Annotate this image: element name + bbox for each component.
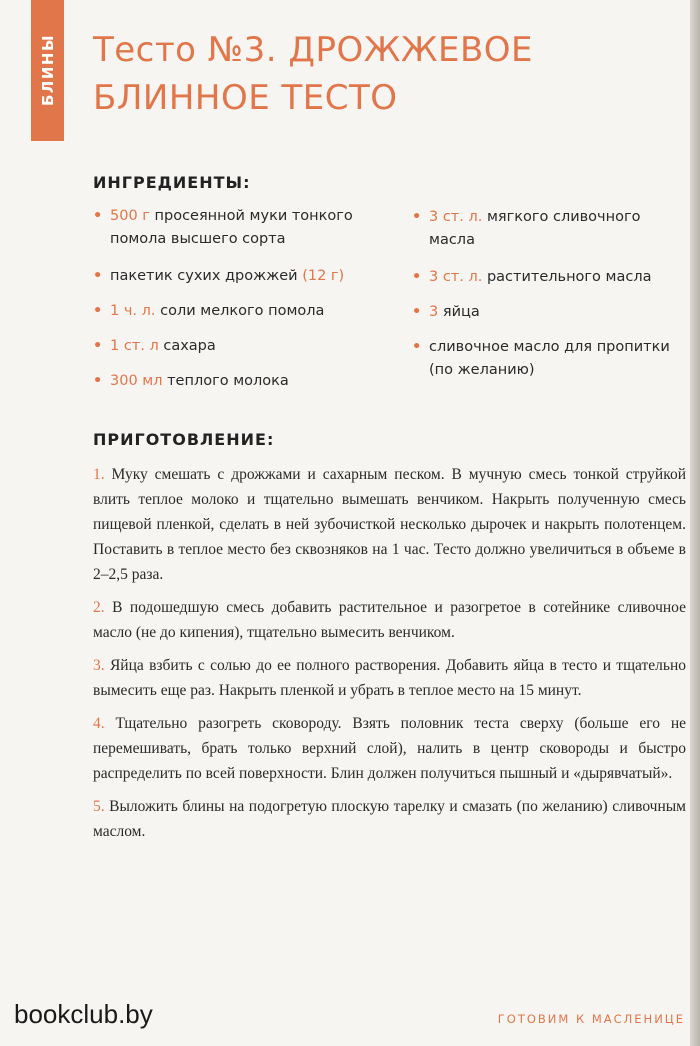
bullet-icon: • bbox=[93, 268, 103, 284]
ingredient-item bbox=[412, 301, 674, 324]
ingredient-text: растительного масла bbox=[482, 269, 652, 285]
ingredient-qty: 500 г bbox=[110, 208, 150, 224]
ingredient-item bbox=[412, 336, 674, 382]
ingredient-text: сахара bbox=[158, 338, 216, 354]
running-footer: ГОТОВИМ К МАСЛЕНИЦЕ bbox=[497, 1012, 685, 1026]
ingredient-item bbox=[93, 335, 363, 358]
step-item bbox=[93, 653, 686, 703]
ingredient-text: яйца bbox=[438, 304, 480, 320]
ingredient-qty: 300 мл bbox=[110, 373, 163, 389]
step-item bbox=[93, 711, 686, 786]
preparation-heading: ПРИГОТОВЛЕНИЕ: bbox=[93, 430, 275, 449]
step-item bbox=[93, 794, 686, 844]
ingredient-text: мягкого сливочного масла bbox=[429, 209, 641, 248]
ingredient-qty: 3 ст. л. bbox=[429, 269, 483, 285]
section-tab-label: БЛИНЫ bbox=[39, 33, 57, 107]
ingredient-item bbox=[412, 266, 674, 289]
ingredient-item bbox=[93, 300, 363, 323]
ingredient-qty: 3 ст. л. bbox=[429, 209, 483, 225]
step-text: Выложить блины на подогретую плоскую тарелку и смазать (по желанию) сливочным маслом. bbox=[93, 798, 686, 840]
ingredients-list-right bbox=[412, 206, 674, 382]
bullet-icon: • bbox=[412, 304, 422, 320]
page-title: Тесто №3. ДРОЖЖЕВОЕ БЛИННОЕ ТЕСТО bbox=[93, 30, 534, 118]
ingredient-item bbox=[412, 206, 674, 252]
ingredient-qty: 1 ч. л. bbox=[110, 303, 156, 319]
ingredient-text: сливочное масло для пропитки (по желанию) bbox=[429, 339, 670, 378]
ingredient-text: просеянной муки тонкого помола высшего сорта bbox=[110, 208, 353, 247]
step-number: 5. bbox=[93, 798, 105, 815]
step-text: Тщательно разогреть сковороду. Взять половник теста сверху (больше его не перемешивать, брать только верхний слой), налить в центр сковороды и быстро распределить по всей поверхности. Блин должен получиться пышный и «дырявчатый». bbox=[93, 715, 686, 782]
step-text: В подошедшую смесь добавить растительное и разогретое в сотейнике сливочное масло (не до кипения), тщательно вымесить венчиком. bbox=[93, 599, 686, 641]
page-edge bbox=[690, 0, 700, 1046]
step-number: 4. bbox=[93, 715, 105, 732]
bullet-icon: • bbox=[412, 339, 422, 355]
ingredients-list-left bbox=[93, 205, 363, 393]
ingredient-item bbox=[93, 265, 363, 288]
step-number: 1. bbox=[93, 466, 105, 483]
watermark: bookclub.by bbox=[14, 999, 153, 1029]
bullet-icon: • bbox=[93, 208, 103, 224]
ingredient-text: соли мелкого помола bbox=[155, 303, 325, 319]
bullet-icon: • bbox=[412, 269, 422, 285]
step-text: Яйца взбить с солью до ее полного растворения. Добавить яйца в тесто и тщательно вымесить еще раз. Накрыть пленкой и убрать в теплое место на 15 минут. bbox=[93, 657, 686, 699]
ingredients-heading: ИНГРЕДИЕНТЫ: bbox=[93, 173, 251, 192]
step-item bbox=[93, 595, 686, 645]
step-item bbox=[93, 462, 686, 587]
ingredient-text: пакетик сухих дрожжей bbox=[110, 268, 303, 284]
step-number: 2. bbox=[93, 599, 105, 616]
step-number: 3. bbox=[93, 657, 105, 674]
preparation-steps bbox=[93, 462, 686, 852]
bullet-icon: • bbox=[93, 338, 103, 354]
bullet-icon: • bbox=[93, 373, 103, 389]
bullet-icon: • bbox=[93, 303, 103, 319]
ingredient-text: теплого молока bbox=[162, 373, 289, 389]
ingredient-item bbox=[93, 205, 363, 251]
ingredient-qty: 3 bbox=[429, 304, 439, 320]
step-text: Муку смешать с дрожжами и сахарным песком. В мучную смесь тонкой струйкой влить теплое молоко и тщательно вымешать венчиком. Накрыть полученную смесь пищевой пленкой, сделать в ней зубочисткой несколько дырочек и накрыть полотенцем. Поставить в теплое место без сквозняков на 1 час. Тесто должно увеличиться в объеме в 2–2,5 раза. bbox=[93, 466, 687, 583]
ingredient-item bbox=[93, 370, 363, 393]
ingredient-qty: 1 ст. л bbox=[110, 338, 159, 354]
ingredient-qty: (12 г) bbox=[302, 268, 345, 284]
bullet-icon: • bbox=[412, 209, 422, 225]
